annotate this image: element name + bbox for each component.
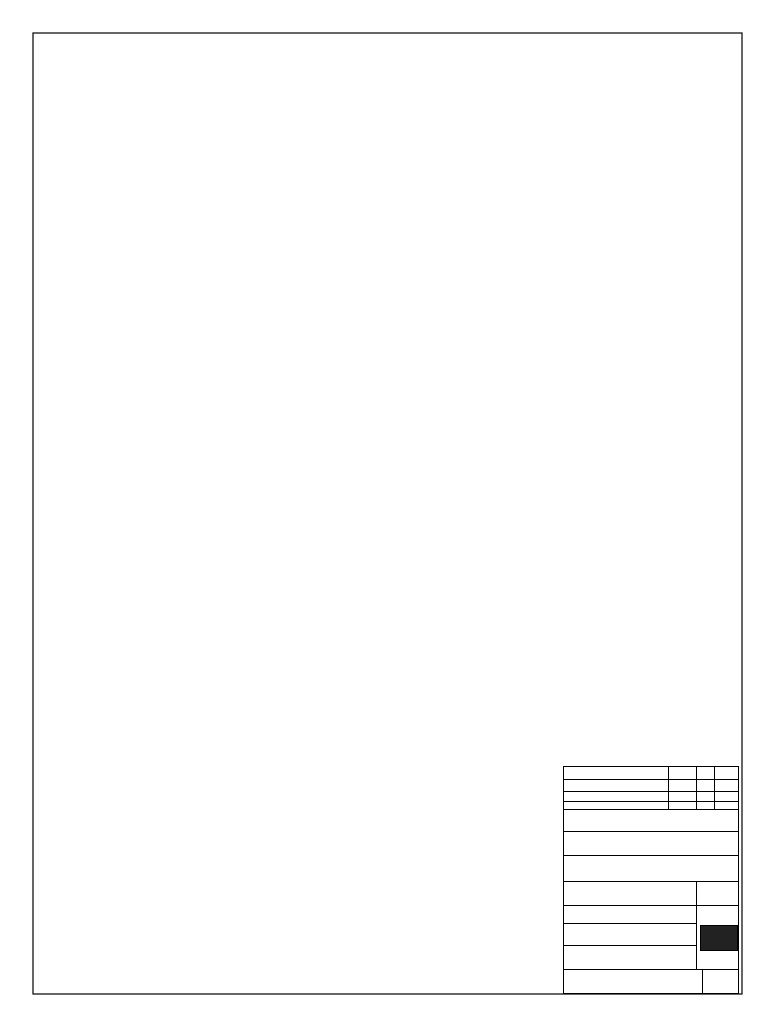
logo: [700, 925, 738, 951]
title-block: [563, 766, 739, 994]
